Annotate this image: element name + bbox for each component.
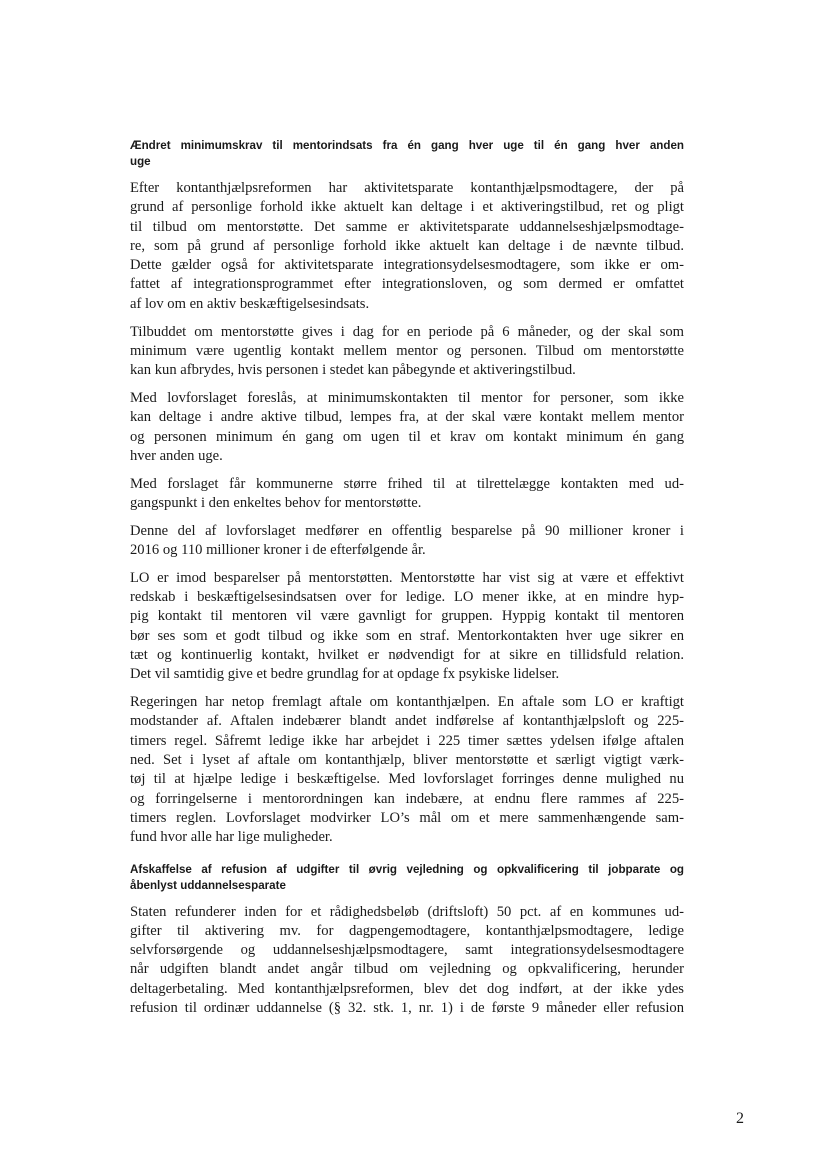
text-line: Dette gælder også for aktivitetsparate integrationsydelsesmodtagere, som ikke er om- xyxy=(130,257,684,274)
text-line: kan deltage i andre aktive tilbud, lempes fra, at der skal være kontakt mellem mentor xyxy=(130,409,684,426)
text-line: og personen minimum én gang om ugen til et krav om kontakt minimum én gang xyxy=(130,428,684,445)
section-heading-refusion xyxy=(130,862,684,894)
text-line: til tilbud om mentorstøtte. Det samme er aktivitetsparate uddannelseshjælpsmodtage- xyxy=(130,218,684,235)
page-number: 2 xyxy=(736,1110,744,1127)
text-line: timers reglen. Lovforslaget modvirker LO’s mål om et mere sammenhængende sam- xyxy=(130,809,684,826)
paragraph-government-agreement xyxy=(130,693,684,847)
text-line: redskab i beskæftigelsesindsatsen over for ledige. LO mener ikke, at en mindre hyp- xyxy=(130,589,684,606)
heading-line: uge xyxy=(130,155,151,168)
text-line: af lov om en aktiv beskæftigelsesindsats. xyxy=(130,295,370,312)
text-line: Denne del af lovforslaget medfører en offentlig besparelse på 90 millioner kroner i xyxy=(130,522,684,539)
document-body xyxy=(130,138,684,1027)
text-line: pig kontakt til mentoren vil være gavnligt for gruppen. Hyppig kontakt til mentoren xyxy=(130,608,684,625)
text-line: Med lovforslaget foreslås, at minimumskontakten til mentor for personer, som ikke xyxy=(130,389,684,406)
section-heading-mentor xyxy=(130,138,684,170)
text-line: hver anden uge. xyxy=(130,447,223,464)
text-line: tøj til at hjælpe ledige i beskæftigelse. Med lovforslaget forringes denne mulighed nu xyxy=(130,771,684,788)
text-line: Med forslaget får kommunerne større frihed til at tilrettelægge kontakten med ud- xyxy=(130,475,684,492)
text-line: fund hvor alle har lige muligheder. xyxy=(130,829,333,846)
text-line: bør ses som et godt tilbud og ikke som en straf. Mentorkontakten hver uge sikrer en xyxy=(130,627,684,644)
text-line: modstander af. Aftalen indebærer blandt andet indførelse af kontanthjælpsloft og 225- xyxy=(130,713,684,730)
text-line: når udgiften blandt andet angår tilbud om vejledning og opkvalificering, herunder xyxy=(130,961,684,978)
text-line: Efter kontanthjælpsreformen har aktivitetsparate kontanthjælpsmodtagere, der på xyxy=(130,180,684,196)
text-line: 2016 og 110 millioner kroner i de efterfølgende år. xyxy=(130,542,426,559)
text-line: gifter til aktivering mv. for dagpengemodtagere, kontanthjælpsmodtagere, ledige xyxy=(130,922,684,939)
text-line: og forringelserne i mentorordningen kan indebære, at endnu flere rammes af 225- xyxy=(130,790,684,807)
text-line: kan kun afbrydes, hvis personen i stedet kan påbegynde et aktiveringstilbud. xyxy=(130,362,576,379)
heading-line: åbenlyst uddannelsesparate xyxy=(130,878,286,892)
paragraph-reform-intro xyxy=(130,179,684,314)
paragraph-savings xyxy=(130,522,684,561)
text-line: timers regel. Såfremt ledige ikke har arbejdet i 225 timer sættes ydelsen ifølge aftalen xyxy=(130,732,684,749)
text-line: gangspunkt i den enkeltes behov for mentorstøtte. xyxy=(130,494,422,511)
text-line: Staten refunderer inden for et rådighedsbeløb (driftsloft) 50 pct. af en kommunes ud- xyxy=(130,903,684,920)
text-line: re, som på grund af personlige forhold ikke aktuelt kan deltage i de nævnte tilbud. xyxy=(130,237,684,254)
text-line: tæt og kontinuerlig kontakt, hvilket er nødvendigt for at sikre en tillidsfuld relation. xyxy=(130,647,684,664)
text-line: refusion til ordinær uddannelse (§ 32. stk. 1, nr. 1) i de første 9 måneder eller refusion xyxy=(130,999,684,1016)
text-line: minimum være ugentlig kontakt mellem mentor og personen. Tilbud om mentorstøtte xyxy=(130,342,684,359)
text-line: LO er imod besparelser på mentorstøtten. Mentorstøtte har vist sig at være et effektivt xyxy=(130,569,684,586)
paragraph-municipal-freedom xyxy=(130,475,684,514)
text-line: fattet af integrationsprogrammet efter integrationsloven, og som dermed er omfattet xyxy=(130,276,684,293)
text-line: Regeringen har netop fremlagt aftale om kontanthjælpen. En aftale som LO er kraftigt xyxy=(130,694,684,711)
paragraph-lo-position xyxy=(130,569,684,685)
heading-line: Afskaffelse af refusion af udgifter til øvrig vejledning og opkvalificering til jobparate og xyxy=(130,862,684,876)
text-line: grund af personlige forhold ikke aktuelt kan deltage i et aktiveringstilbud, ret og pligt xyxy=(130,199,684,216)
paragraph-proposal xyxy=(130,389,684,466)
text-line: Tilbuddet om mentorstøtte gives i dag for en periode på 6 måneder, og der skal som xyxy=(130,323,684,340)
text-line: ned. Set i lyset af aftale om kontanthjælp, bliver mentorstøtte et særligt vigtigt værk- xyxy=(130,752,684,769)
heading-line: Ændret minimumskrav til mentorindsats fra én gang hver uge til én gang hver anden xyxy=(130,139,684,152)
paragraph-state-refund xyxy=(130,903,684,1019)
text-line: selvforsørgende og uddannelseshjælpsmodtagere, samt integrationsydelsesmodtagere xyxy=(130,942,684,959)
paragraph-mentor-offer xyxy=(130,323,684,381)
text-line: Det vil samtidig give et bedre grundlag for at opdage fx psykiske lidelser. xyxy=(130,666,560,683)
text-line: deltagerbetaling. Med kontanthjælpsreformen, blev det dog indført, at der ikke ydes xyxy=(130,980,684,997)
